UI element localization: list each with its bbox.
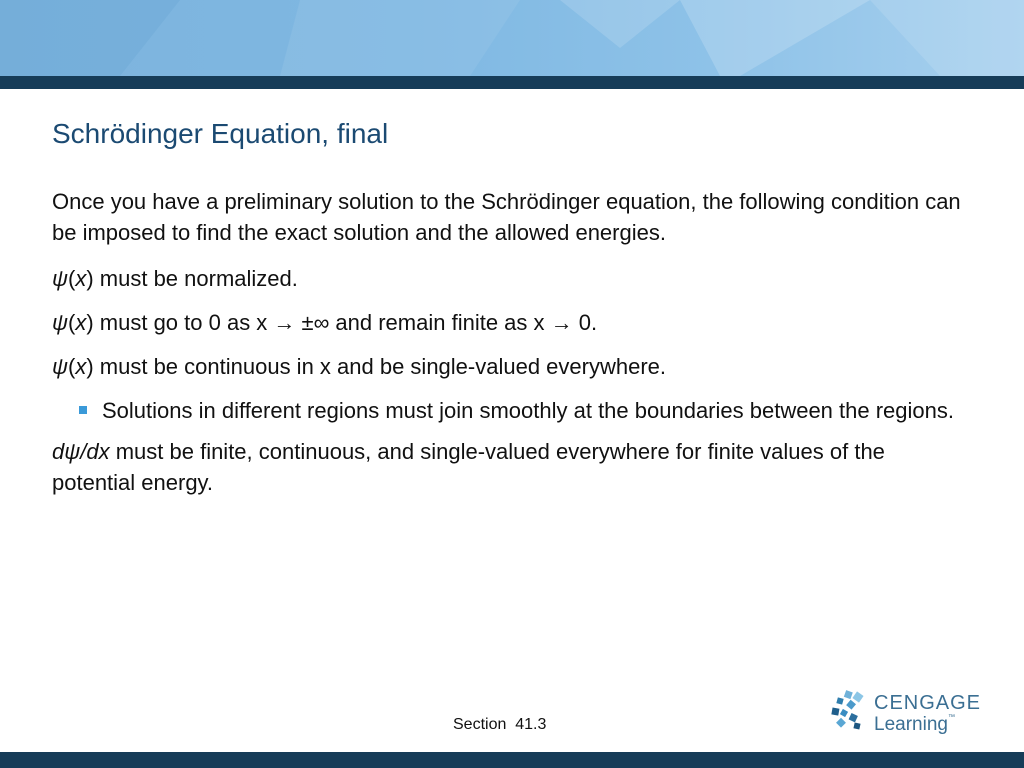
psi-symbol: ψ — [52, 266, 69, 291]
intro-paragraph: Once you have a preliminary solution to the Schrödinger equation, the following condition can be imposed to find the exact solution and the allowed energies. — [52, 189, 961, 245]
bullet-square-icon — [79, 406, 87, 414]
derivative-text: must be finite, continuous, and single-valued everywhere for finite values of the potential energy. — [52, 439, 885, 495]
bullet-text: Solutions in different regions must join smoothly at the boundaries between the regions. — [102, 398, 954, 423]
logo-wordmark-bottom: Learning™ — [874, 714, 955, 735]
x-variable: x — [75, 266, 87, 291]
slide-title: Schrödinger Equation, final — [52, 118, 389, 149]
condition-text: must be continuous in x and be single-valued everywhere. — [93, 354, 667, 379]
slide-body — [52, 186, 967, 513]
cengage-logo — [830, 690, 980, 738]
trademark-symbol: ™ — [947, 714, 955, 721]
derivative-condition — [52, 436, 967, 498]
bullet-item — [52, 395, 967, 426]
header-banner — [0, 0, 1024, 76]
condition-limits: ψ(x) must go to 0 as x → ±∞ and remain finite as x → 0. — [52, 310, 598, 335]
condition-text: must be normalized. — [93, 266, 298, 291]
condition-normalized: ψ(x) must be normalized. — [52, 266, 298, 291]
x-variable: x — [75, 354, 87, 379]
banner-decoration — [0, 0, 1024, 76]
cengage-mark-icon — [830, 690, 870, 736]
section-label: Section 41.3 — [453, 716, 547, 733]
condition-continuous: ψ(x) must be continuous in x and be single-valued everywhere. — [52, 354, 667, 379]
header-rule — [0, 76, 1024, 89]
psi-symbol: ψ — [52, 354, 69, 379]
x-variable: x — [75, 310, 87, 335]
logo-wordmark-top: CENGAGE — [874, 692, 982, 714]
footer-rule — [0, 752, 1024, 768]
condition-text: must go to 0 as x → ±∞ and remain finite as x → 0. — [93, 310, 598, 335]
derivative-expression: dψ/dx — [52, 439, 110, 464]
psi-symbol: ψ — [52, 310, 69, 335]
